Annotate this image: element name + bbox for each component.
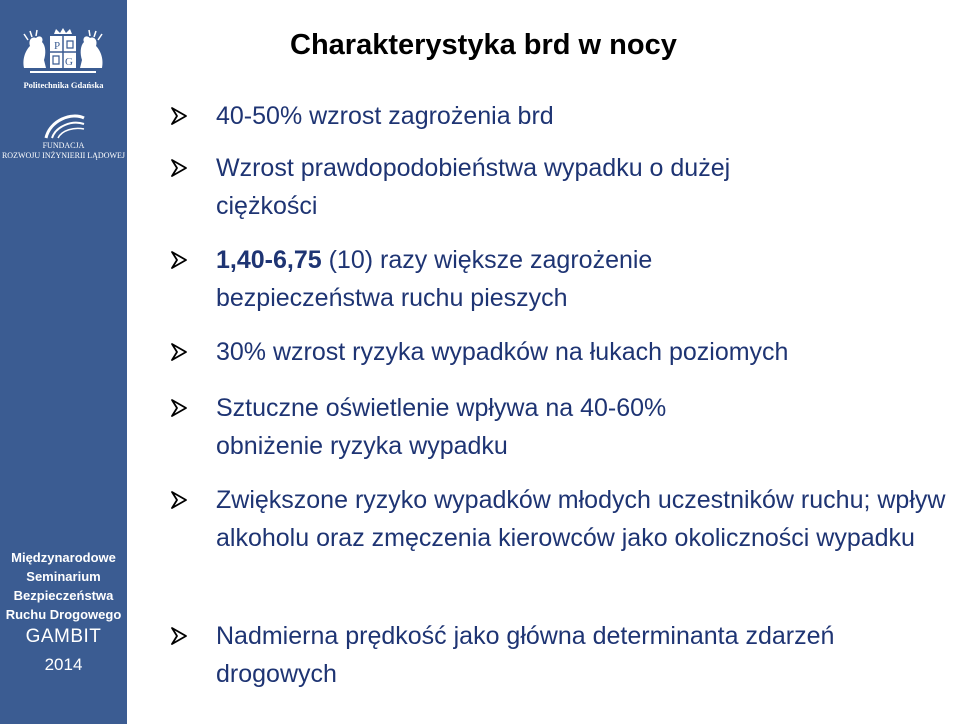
bullet-text: Wzrost prawdopodobieństwa wypadku o dużej ciężkości <box>216 154 731 220</box>
arrow-bullet-icon <box>168 626 190 646</box>
seminar-name <box>0 548 127 624</box>
seminar-line: Międzynarodowe <box>11 550 116 565</box>
arrow-bullet-icon <box>168 398 190 418</box>
event-year: 2014 <box>44 655 83 674</box>
arrow-bullet-icon <box>168 342 190 362</box>
bullet-text: 40-50% wzrost zagrożenia brd <box>216 102 554 130</box>
svg-text:G: G <box>65 56 73 68</box>
bullet-text: 30% wzrost ryzyka wypadków na łukach poziomych <box>216 338 789 366</box>
bullet-text: Zwiększone ryzyko wypadków młodych uczestników ruchu; wpływ alkoholu oraz zmęczenia kierowców jako okoliczności wypadku <box>216 486 946 552</box>
university-name: Politechnika Gdańska <box>23 80 104 90</box>
arrow-bullet-icon <box>168 106 190 126</box>
bullet-text: 1,40-6,75 (10) razy większe zagrożenie bezpieczeństwa ruchu pieszych <box>216 246 653 312</box>
seminar-line: Ruchu Drogowego <box>5 607 122 622</box>
slide-title: Charakterystyka brd w nocy <box>290 29 677 61</box>
arrow-bullet-icon <box>168 250 190 270</box>
foundation-name-line1: FUNDACJA <box>42 141 85 150</box>
seminar-line: Seminarium <box>26 569 101 584</box>
event-name: GAMBIT <box>25 626 102 647</box>
foundation-arch-icon <box>44 112 86 140</box>
arrow-bullet-icon <box>168 490 190 510</box>
arrow-bullet-icon <box>168 158 190 178</box>
bullet-text: Sztuczne oświetlenie wpływa na 40-60% obniżenie ryzyka wypadku <box>216 394 667 460</box>
svg-text:P: P <box>54 40 61 52</box>
bullet-text: Nadmierna prędkość jako główna determinanta zdarzeń drogowych <box>216 622 835 688</box>
university-crest-icon <box>20 28 106 78</box>
seminar-line: Bezpieczeństwa <box>13 588 114 603</box>
sidebar <box>0 0 127 724</box>
foundation-name-line2: ROZWOJU INŻYNIERII LĄDOWEJ <box>1 151 126 160</box>
